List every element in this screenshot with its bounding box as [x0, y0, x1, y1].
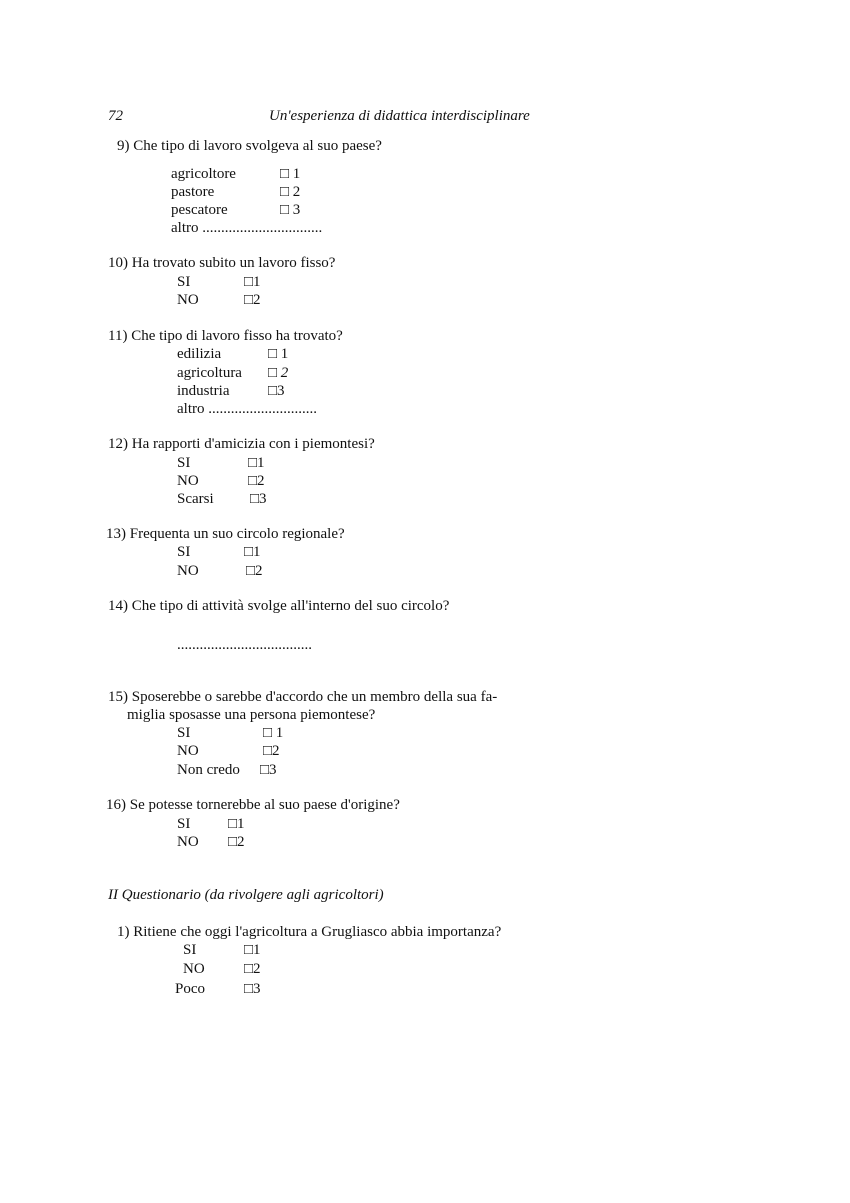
option-text: NO	[183, 961, 205, 977]
checkbox-code: □2	[244, 961, 261, 977]
checkbox-code: □ 2	[268, 365, 289, 381]
option-text: pastore	[171, 184, 215, 200]
checkbox-code: □3	[250, 491, 267, 507]
checkbox-code: □1	[244, 942, 261, 958]
checkbox-code: □2	[246, 563, 263, 579]
question-label-continued: miglia sposasse una persona piemontese?	[127, 707, 376, 723]
checkbox-code: □ 1	[268, 346, 289, 362]
option-text: SI	[177, 455, 191, 471]
checkbox-code: □3	[244, 981, 261, 997]
question-label: 1) Ritiene che oggi l'agricoltura a Grugliasco abbia importanza?	[117, 924, 502, 940]
option-text: pescatore	[171, 202, 228, 218]
option-text: SI	[177, 816, 191, 832]
page-number: 72	[108, 108, 123, 124]
question-label: 12) Ha rapporti d'amicizia con i piemontesi?	[108, 436, 375, 452]
checkbox-code: □ 1	[263, 725, 284, 741]
checkbox-code: □1	[244, 544, 261, 560]
option-text: industria	[177, 383, 230, 399]
checkbox-code: □1	[228, 816, 245, 832]
checkbox-code: □1	[248, 455, 265, 471]
question-label: 9) Che tipo di lavoro svolgeva al suo paese?	[117, 138, 382, 154]
question-label: 16) Se potesse tornerebbe al suo paese d'origine?	[106, 797, 400, 813]
checkbox-code: □2	[248, 473, 265, 489]
option-text: Non credo	[177, 762, 240, 778]
checkbox-code: □ 2	[280, 184, 301, 200]
option-text: SI	[177, 274, 191, 290]
option-text: NO	[177, 473, 199, 489]
checkbox-code: □2	[244, 292, 261, 308]
option-text: NO	[177, 292, 199, 308]
option-text: SI	[177, 544, 191, 560]
checkbox-code: □2	[263, 743, 280, 759]
option-text: agricoltura	[177, 365, 242, 381]
option-text: altro .............................	[177, 401, 317, 417]
option-text: altro ................................	[171, 220, 323, 236]
option-text: NO	[177, 834, 199, 850]
option-text: edilizia	[177, 346, 222, 362]
question-label: 11) Che tipo di lavoro fisso ha trovato?	[108, 328, 343, 344]
question-label: 13) Frequenta un suo circolo regionale?	[106, 526, 345, 542]
section-title: II Questionario (da rivolgere agli agricoltori)	[108, 887, 384, 903]
option-text: Poco	[175, 981, 205, 997]
checkbox-code: □3	[268, 383, 285, 399]
option-text: agricoltore	[171, 166, 236, 182]
checkbox-code: □ 1	[280, 166, 301, 182]
option-text: Scarsi	[177, 491, 214, 507]
running-title: Un'esperienza di didattica interdisciplinare	[269, 108, 530, 124]
checkbox-code: □2	[228, 834, 245, 850]
option-text: NO	[177, 743, 199, 759]
checkbox-code: □3	[260, 762, 277, 778]
option-text: NO	[177, 563, 199, 579]
question-label: 15) Sposerebbe o sarebbe d'accordo che un membro della sua fa-	[108, 689, 498, 705]
question-label: 14) Che tipo di attività svolge all'interno del suo circolo?	[108, 598, 450, 614]
option-text: SI	[177, 725, 191, 741]
checkbox-code: □ 3	[280, 202, 301, 218]
answer-line: ....................................	[177, 637, 312, 653]
checkbox-code: □1	[244, 274, 261, 290]
question-label: 10) Ha trovato subito un lavoro fisso?	[108, 255, 336, 271]
option-text: SI	[183, 942, 197, 958]
